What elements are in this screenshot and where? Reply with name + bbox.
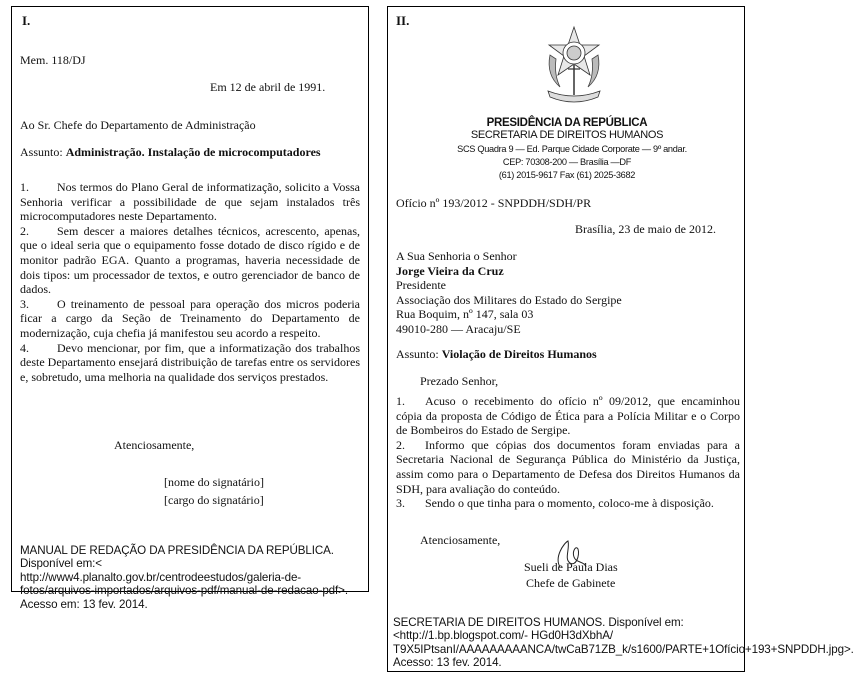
- subject-label: Assunto:: [20, 145, 63, 159]
- panel-label: II.: [396, 13, 410, 28]
- panel-label: I.: [22, 13, 31, 28]
- memo-paragraph: [20, 224, 360, 297]
- office-number: Ofício nº 193/2012 - SNPDDH/SDH/PR: [396, 196, 592, 210]
- memo-date: Em 12 de abril de 1991.: [210, 80, 326, 94]
- header-address: SCS Quadra 9 — Ed. Parque Cidade Corporate — 9º andar.: [457, 144, 687, 154]
- coat-of-arms-icon: [542, 25, 606, 115]
- paragraph-text: O treinamento de pessoal para operação dos micros poderia ficar a cargo da Seção de Treinamento do Departamento de modernização, cuja chefia já manifestou seu acordo a respeito.: [20, 296, 360, 340]
- header-phone: (61) 2015-9617 Fax (61) 2025-3682: [498, 170, 636, 180]
- memo-number: Mem. 118/DJ: [20, 53, 86, 67]
- memo-panel: [11, 6, 369, 611]
- office-greeting: Prezado Senhor,: [420, 374, 499, 388]
- paragraph-number: 3.: [20, 296, 29, 311]
- paragraph-number: 4.: [20, 340, 29, 355]
- paragraph-number: 1.: [396, 394, 405, 408]
- header-cep: CEP: 70308-200 — Brasília —DF: [502, 157, 632, 167]
- paragraph-text: Sem descer a maiores detalhes técnicos, acrescento, apenas, que o ideal seria que o equipamento fosse dotado de disco rígido e de monitor padrão EGA. Quanto a programas, haveria necessidade de dois tipos: um processador de textos, e outro gerenciador de banco de dados.: [20, 223, 360, 297]
- signer-name: Sueli de Paula Dias: [524, 560, 618, 574]
- memo-paragraph: [20, 341, 360, 385]
- office-date: Brasília, 23 de maio de 2012.: [575, 222, 716, 236]
- signatory-name: [nome do signatário]: [164, 475, 264, 489]
- recipient-city: 49010-280 — Aracaju/SE: [396, 321, 521, 336]
- recipient-name: Jorge Vieira da Cruz: [396, 263, 504, 278]
- paragraph-text: Acuso o recebimento do ofício nº 09/2012, que encaminhou cópia da proposta de Código de Ética para a Polícia Militar e o Corpo de Bombeiros do Estado de Sergipe.: [396, 394, 740, 438]
- signatory-title: [cargo do signatário]: [164, 493, 264, 507]
- memo-source-citation: MANUAL DE REDAÇÃO DA PRESIDÊNCIA DA REPÚBLICA. Disponível em:< http://www4.planalto.gov.br/centrodeestudos/galeria-de-fotos/arquivos-importados/arquivos-pdf/manual-de-redacao-pdf>. Acesso em: 13 fev. 2014.: [20, 544, 348, 611]
- recipient-org: Associação dos Militares do Estado do Sergipe: [396, 292, 622, 307]
- recipient-block: [396, 249, 622, 337]
- office-subject: Violação de Direitos Humanos: [441, 347, 597, 361]
- office-paragraph: [396, 496, 740, 511]
- paragraph-number: 2.: [20, 223, 29, 238]
- paragraph-number: 1.: [20, 180, 29, 194]
- paragraph-text: Informo que cópias dos documentos foram enviadas para a Secretaria Nacional de Segurança Pública do Ministério da Justiça, assim como para o Departamento de Defesa dos Direitos Humanos da SDH, para avaliação do conteúdo.: [396, 437, 740, 496]
- paragraph-text: Nos termos do Plano Geral de informatização, solicito a Vossa Senhoria verificar a possibilidade de que sejam instalados três microcomputadores neste Departamento.: [20, 180, 360, 224]
- subject-label: Assunto:: [396, 347, 439, 361]
- recipient-role: Presidente: [396, 278, 446, 293]
- office-subject-line: [396, 347, 597, 362]
- office-closing: Atenciosamente,: [420, 533, 501, 547]
- header-org: PRESIDÊNCIA DA REPÚBLICA: [486, 117, 648, 129]
- memo-paragraph: [20, 297, 360, 341]
- memo-addressee: Ao Sr. Chefe do Departamento de Administração: [20, 118, 256, 132]
- office-paragraph: [396, 394, 740, 438]
- memo-paragraph: [20, 180, 360, 224]
- office-body: [396, 394, 740, 511]
- memo-subject: Administração. Instalação de microcomputadores: [65, 145, 321, 159]
- signer-title: Chefe de Gabinete: [526, 576, 616, 590]
- paragraph-text: Devo mencionar, por fim, que a informatização dos trabalhos deste Departamento ensejará distribuição de tarefas entre os servidores e, sobretudo, uma melhoria na qualidade dos serviços prestados.: [20, 340, 360, 384]
- paragraph-number: 2.: [396, 437, 405, 452]
- memo-body: [20, 180, 360, 384]
- office-source-citation: SECRETARIA DE DIREITOS HUMANOS. Disponível em:<http://1.bp.blogspot.com/- HGd0H3dXbhA/ T9X5IPtsanI/AAAAAAAAANCA/twCaB71ZB_k/s1600/PARTE+1Ofício+193+SNPDDH.jpg>. Acesso: 13 fev. 2014.: [393, 616, 854, 670]
- memo-closing: Atenciosamente,: [114, 438, 195, 452]
- paragraph-text: Sendo o que tinha para o momento, coloco-me à disposição.: [425, 496, 714, 511]
- recipient-salutation: A Sua Senhoria o Senhor: [396, 249, 517, 263]
- office-paragraph: [396, 438, 740, 496]
- header-secretariat: SECRETARIA DE DIREITOS HUMANOS: [470, 129, 664, 141]
- office-letter-panel: [387, 6, 854, 672]
- memo-subject-line: [20, 145, 321, 160]
- paragraph-number: 3.: [396, 496, 405, 511]
- recipient-street: Rua Boquim, nº 147, sala 03: [396, 307, 534, 322]
